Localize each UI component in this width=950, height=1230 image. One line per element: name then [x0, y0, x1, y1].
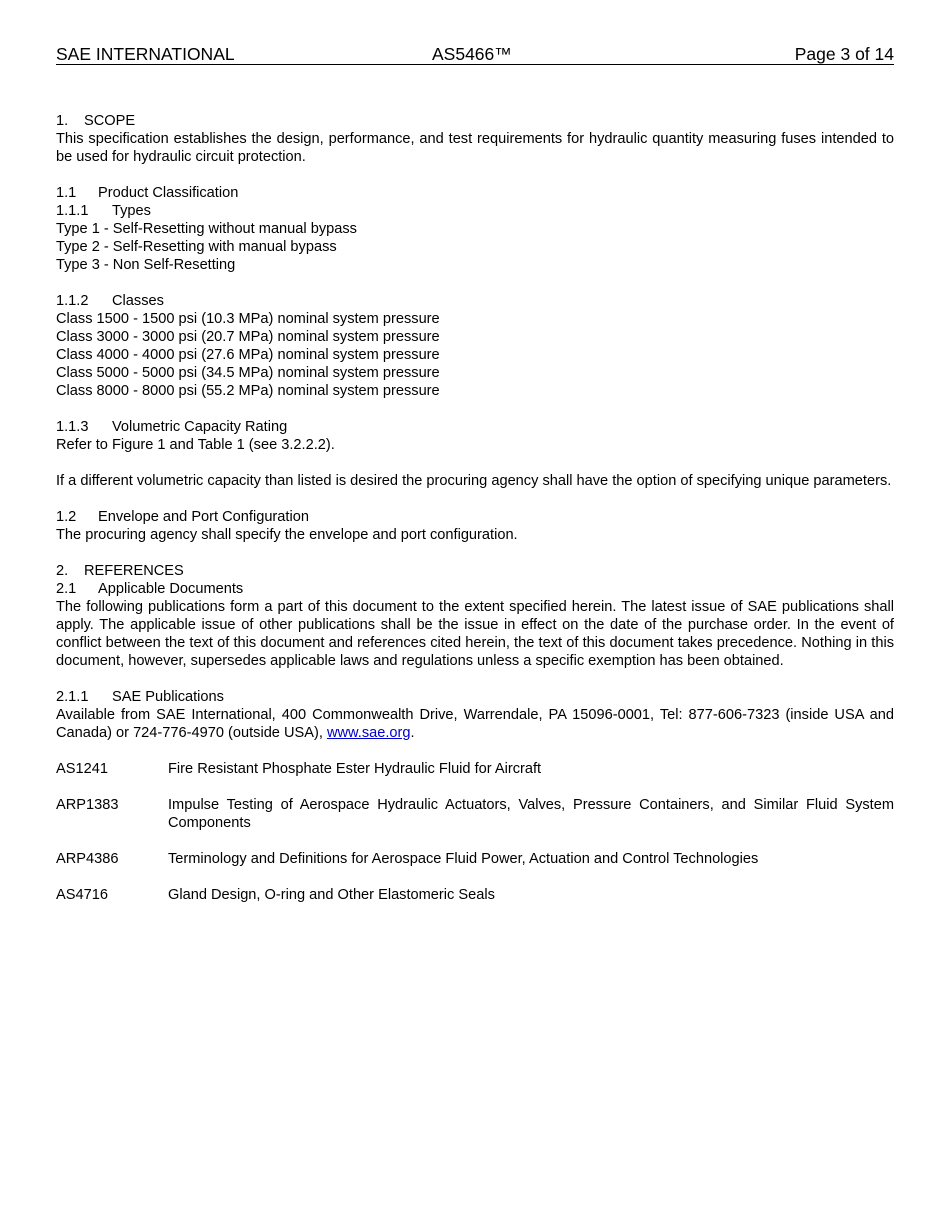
sae-website-link[interactable]: www.sae.org — [326, 725, 411, 741]
section-1-1-3-text-1: Refer to Figure 1 and Table 1 (see 3.2.2.2). — [56, 437, 335, 453]
list-item: Type 2 - Self-Resetting with manual bypass — [56, 239, 337, 255]
header-org: SAE INTERNATIONAL — [56, 44, 235, 64]
section-1-text: This specification establishes the design, performance, and test requirements for hydraulic quantity measuring fuses intended to be used for hydraulic circuit protection. — [56, 131, 894, 165]
list-item: Type 3 - Non Self-Resetting — [56, 257, 236, 273]
section-2-1-heading: 2.1 Applicable Documents — [56, 581, 244, 597]
reference-title: Fire Resistant Phosphate Ester Hydraulic Fluid for Aircraft — [168, 761, 542, 777]
section-1-1-1-heading: 1.1.1 Types — [56, 203, 151, 219]
reference-code: AS4716 — [56, 887, 108, 903]
header-page-number: Page 3 of 14 — [794, 44, 894, 64]
reference-code: ARP4386 — [56, 851, 119, 867]
section-1-2-text: The procuring agency shall specify the envelope and port configuration. — [56, 527, 518, 543]
list-item: Class 1500 - 1500 psi (10.3 MPa) nominal system pressure — [56, 311, 440, 327]
reference-title: Terminology and Definitions for Aerospace Fluid Power, Actuation and Control Technologies — [168, 851, 759, 867]
list-item: Class 5000 - 5000 psi (34.5 MPa) nominal system pressure — [56, 365, 440, 381]
section-1-1-3-heading: 1.1.3 Volumetric Capacity Rating — [56, 419, 288, 435]
types-list — [56, 220, 894, 274]
reference-title: Gland Design, O-ring and Other Elastomeric Seals — [168, 887, 495, 903]
reference-row — [56, 760, 894, 778]
reference-code: AS1241 — [56, 761, 108, 777]
page-header — [56, 44, 894, 65]
reference-row — [56, 850, 894, 868]
section-2-1-1-heading: 2.1.1 SAE Publications — [56, 689, 224, 705]
section-1-1-2-heading: 1.1.2 Classes — [56, 293, 164, 309]
list-item: Class 4000 - 4000 psi (27.6 MPa) nominal system pressure — [56, 347, 440, 363]
section-1-1-heading: 1.1 Product Classification — [56, 185, 239, 201]
reference-title: Impulse Testing of Aerospace Hydraulic Actuators, Valves, Pressure Containers, and Similar Fluid System Components — [168, 797, 894, 831]
reference-code: ARP1383 — [56, 797, 119, 813]
section-2-1-text: The following publications form a part of this document to the extent specified herein. The latest issue of SAE publications shall apply. The applicable issue of other publications shall be the issue in effect on the date of the purchase order. In the event of conflict between the text of this document and references cited herein, the text of this document takes precedence. Nothing in this document, however, supersedes applicable laws and regulations unless a specific exemption has been obtained. — [56, 599, 894, 669]
section-1-2-heading: 1.2 Envelope and Port Configuration — [56, 509, 309, 525]
header-doc-id: AS5466™ — [432, 44, 512, 64]
section-1-1-3-text-2: If a different volumetric capacity than listed is desired the procuring agency shall have the option of specifying unique parameters. — [56, 473, 892, 489]
section-2-1-1-text: Available from SAE International, 400 Commonwealth Drive, Warrendale, PA 15096-0001, Tel: 877-606-7323 (inside USA and Canada) or 724-776-4970 (outside USA), www.sae.org. — [56, 707, 894, 741]
reference-row — [56, 796, 894, 832]
classes-list — [56, 310, 894, 400]
reference-row — [56, 886, 894, 904]
section-2-heading: 2. REFERENCES — [56, 563, 184, 579]
section-1-heading: 1. SCOPE — [56, 113, 136, 129]
list-item: Class 8000 - 8000 psi (55.2 MPa) nominal system pressure — [56, 383, 440, 399]
list-item: Type 1 - Self-Resetting without manual bypass — [56, 221, 357, 237]
list-item: Class 3000 - 3000 psi (20.7 MPa) nominal system pressure — [56, 329, 440, 345]
page-body — [56, 112, 894, 922]
